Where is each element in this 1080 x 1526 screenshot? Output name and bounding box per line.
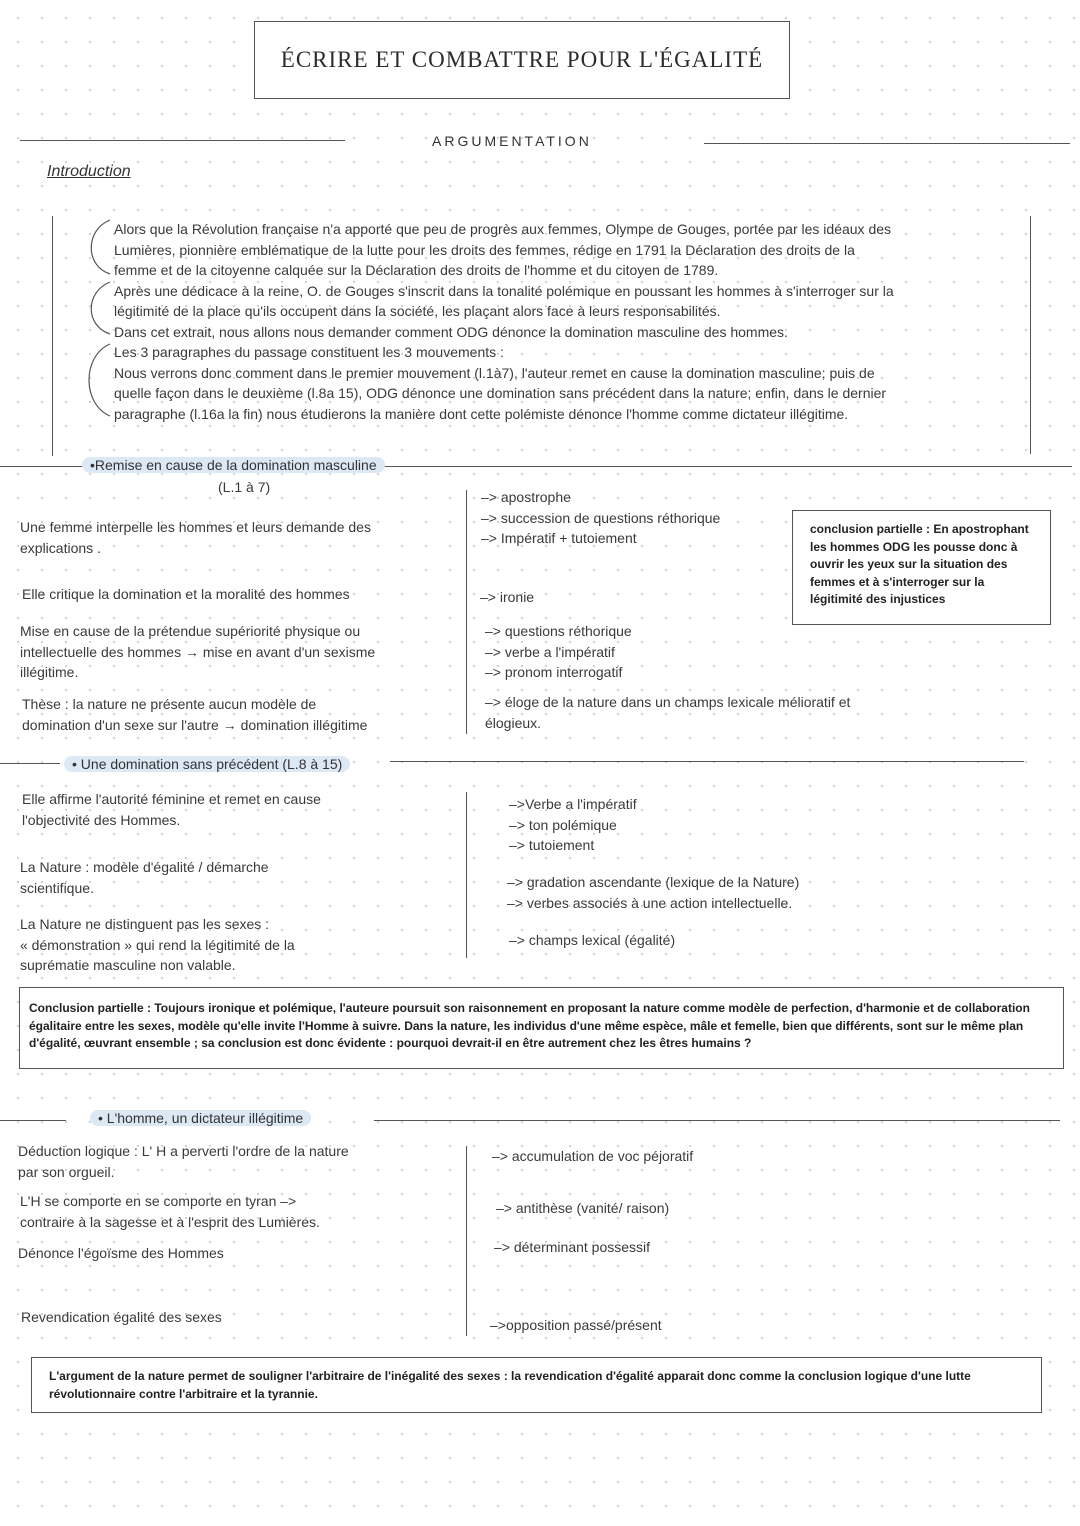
intro-right-rule xyxy=(1030,216,1031,454)
intro-line: Nous verrons donc comment dans le premier mouvement (l.1à7), l'auteur remet en cause la domination masculine; puis de xyxy=(114,364,875,381)
section3-left-item: Revendication égalité des sexes xyxy=(21,1309,222,1325)
section1-right-item: –> questions réthorique –> verbe a l'impératif –> pronom interrogatif xyxy=(485,623,632,680)
section3-conclusion-box xyxy=(31,1357,1042,1413)
intro-line: Dans cet extrait, nous allons nous demander comment ODG dénonce la domination masculine des hommes. xyxy=(114,323,788,340)
section3-conclusion: L'argument de la nature permet de souligner l'arbitraire de l'inégalité des sexes : la revendication d'égalité apparait donc comme la conclusion logique d'une lutte révolutionnaire contre l'arbitraire et la tyrannie. xyxy=(49,1369,971,1401)
intro-line: femme et de la citoyenne calquée sur la Déclaration des droits de l'homme et du citoyen de 1789. xyxy=(114,262,719,278)
section2-rule-right xyxy=(390,761,1024,762)
section1-lines-ref: (L.1 à 7) xyxy=(218,479,271,495)
section3-title: • L'homme, un dictateur illégitime xyxy=(90,1110,311,1126)
intro-line: légitimité de la place qu'ils occupent dans la société, les plaçant alors face à leurs responsabilités. xyxy=(114,303,721,319)
intro-line: quelle façon dans le deuxième (l.8a 15), ODG dénonce une domination sans précédent dans la nature; enfin, dans le dernier xyxy=(114,385,887,401)
page-title: ÉCRIRE ET COMBATTRE POUR L'ÉGALITÉ xyxy=(254,21,790,99)
section3-left-item: L'H se comporte en se comporte en tyran –> contraire à la sagesse et à l'esprit des Lumières. xyxy=(20,1193,320,1230)
section2-conclusion: Conclusion partielle : Toujours ironique et polémique, l'auteure poursuit son raisonnement en proposant la nature comme modèle de perfection, d'harmonie et de collaboration égalitaire entre les sexes, modèle qu'elle invite l'Homme à suivre. Dans la nature, les individus d'une même espèce, mâle et femelle, bien que différents, sont sur le même plan d'égalité, œuvrant ensemble ; sa conclusion est donc évidente : pourquoi devrait-il en être autrement chez les êtres humains ? xyxy=(29,1001,1030,1050)
section3-right-item: –>opposition passé/présent xyxy=(490,1317,662,1333)
section1-left-item: Thèse : la nature ne présente aucun modèle de domination d'un sexe sur l'autre → domination illégitime xyxy=(22,696,368,733)
section1-left-item: Mise en cause de la prétendue supériorité physique ou intellectuelle des hommes → mise en avant d'un sexisme illégitime. xyxy=(20,623,376,680)
section2-right-item: –> gradation ascendante (lexique de la Nature) –> verbes associés à une action intellectuelle. xyxy=(507,874,800,911)
section2-col-rule xyxy=(466,792,467,958)
section2-left-item: La Nature : modèle d'égalité / démarche scientifique. xyxy=(20,859,269,896)
section1-col-rule xyxy=(466,490,467,734)
section3-rule-left xyxy=(0,1120,66,1121)
intro-line: paragraphe (l.16a la fin) nous étudierons la manière dont cette polémiste dénonce l'homme comme dictateur illégitime. xyxy=(114,405,849,422)
intro-left-rule xyxy=(52,216,53,456)
section2-right-item: –> champs lexical (égalité) xyxy=(509,932,676,948)
section3-rule-right xyxy=(374,1120,1060,1121)
intro-label: Introduction xyxy=(47,163,131,180)
intro-text xyxy=(114,219,1014,424)
section2-right-item: –>Verbe a l'impératif –> ton polémique –> tutoiement xyxy=(509,796,637,853)
section3-right-item: –> accumulation de voc péjoratif xyxy=(492,1148,694,1164)
section1-conclusion: conclusion partielle : En apostrophant les hommes ODG les pousse donc à ouvrir les yeux sur la situation des femmes et à s'interroger sur la légitimité des injustices xyxy=(810,522,1029,606)
divider-left xyxy=(20,140,345,141)
intro-line: Après une dédicace à la reine, O. de Gouges s'inscrit dans la tonalité polémique en poussant les hommes à s'interroger sur la xyxy=(114,282,894,299)
section1-left-item: Une femme interpelle les hommes et leurs demande des explications . xyxy=(20,519,371,556)
intro-line: Lumières, pionnière emblématique de la lutte pour les droits des femmes, rédige en 1791 la Déclaration des droits de la xyxy=(114,241,855,258)
intro-line: Les 3 paragraphes du passage constituent les 3 mouvements : xyxy=(114,344,504,360)
subtitle: ARGUMENTATION xyxy=(432,133,592,149)
section3-right-item: –> antithèse (vanité/ raison) xyxy=(496,1200,670,1216)
section2-title: • Une domination sans précédent (L.8 à 15) xyxy=(64,756,350,772)
section2-left-item: Elle affirme l'autorité féminine et remet en cause l'objectivité des Hommes. xyxy=(22,791,321,828)
section1-left-item: Elle critique la domination et la moralité des hommes xyxy=(22,586,350,602)
section3-right-item: –> déterminant possessif xyxy=(494,1239,651,1255)
section3-col-rule xyxy=(466,1146,467,1336)
section1-right-item: –> éloge de la nature dans un champs lexicale mélioratif et élogieux. xyxy=(485,694,851,731)
section1-title: •Remise en cause de la domination masculine xyxy=(82,457,385,473)
section2-conclusion-box xyxy=(19,987,1064,1069)
section1-right-item: –> apostrophe –> succession de questions réthorique –> Impératif + tutoiement xyxy=(481,489,721,546)
section2-rule-left xyxy=(0,763,60,764)
section3-left-item: Déduction logique : L' H a perverti l'ordre de la nature par son orgueil. xyxy=(18,1143,349,1180)
section2-left-item: La Nature ne distinguent pas les sexes : « démonstration » qui rend la légitimité de la suprématie masculine non valable. xyxy=(20,916,295,973)
section1-right-item: –> ironie xyxy=(480,589,535,605)
section1-conclusion-box xyxy=(792,510,1051,625)
intro-line: Alors que la Révolution française n'a apporté que peu de progrès aux femmes, Olympe de Gouges, portée par les idéaux des xyxy=(114,221,892,237)
section3-left-item: Dénonce l'égoïsme des Hommes xyxy=(18,1245,224,1261)
divider-right xyxy=(704,143,1070,144)
brace-icon xyxy=(80,216,114,426)
